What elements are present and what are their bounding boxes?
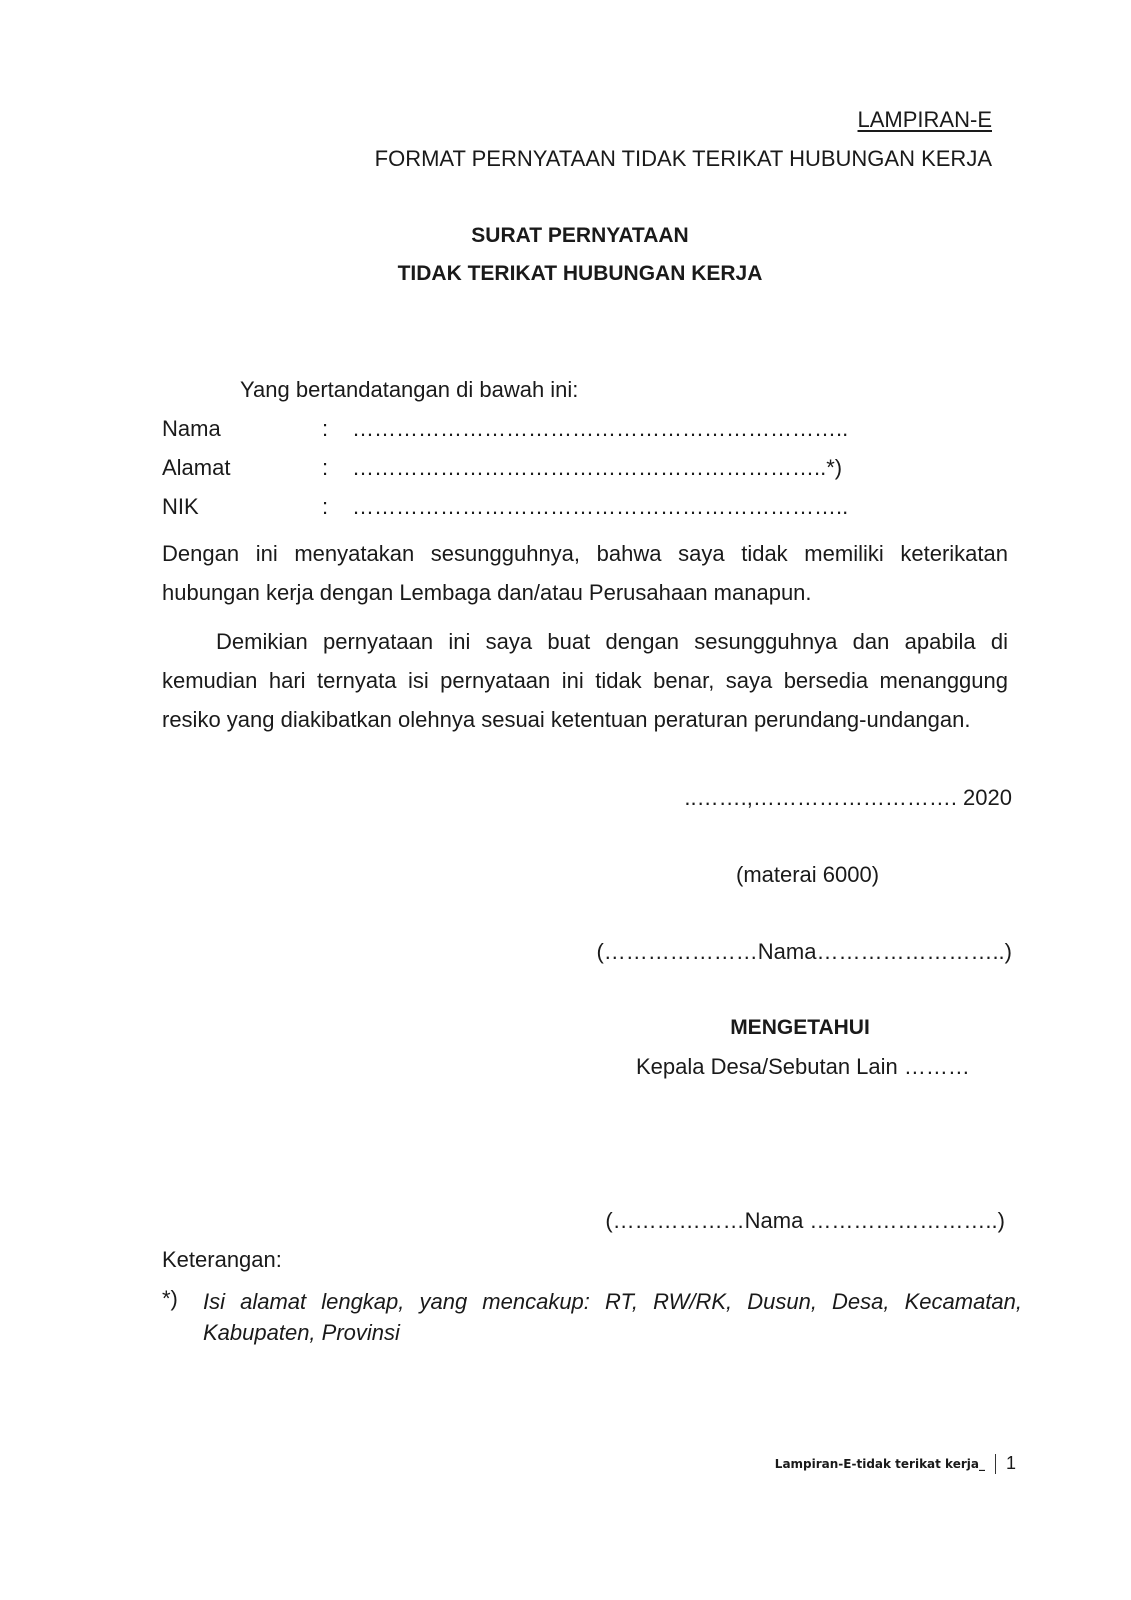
field-row-nik <box>162 494 922 524</box>
statement-paragraph: Dengan ini menyatakan sesungguhnya, bahwa saya tidak memiliki keterikatan hubungan kerja dengan Lembaga dan/atau Perusahaan manapun. <box>162 541 1008 605</box>
format-title: FORMAT PERNYATAAN TIDAK TERIKAT HUBUNGAN KERJA <box>374 146 992 171</box>
field-value-alamat: ………………………………………………………..*) <box>352 455 843 480</box>
page-number: 1 <box>1005 1453 1016 1473</box>
acknowledgement-heading: MENGETAHUI <box>730 1016 870 1039</box>
note-marker: *) <box>162 1286 178 1311</box>
signer-name-line: (…………………Nama……………………..) <box>596 939 1012 964</box>
notes-heading: Keterangan: <box>162 1247 282 1272</box>
field-value-nama: ………………………………………………………….. <box>352 416 849 441</box>
field-colon: : <box>322 416 329 441</box>
field-label-nik: NIK <box>162 494 199 519</box>
closing-paragraph: Demikian pernyataan ini saya buat dengan sesungguhnya dan apabila di kemudian hari ternyata isi pernyataan ini tidak benar, saya bersedia menanggung resiko yang diakibatkan olehnya sesuai ketentuan peraturan perundang-undangan. <box>162 629 1008 732</box>
field-label-nama: Nama <box>162 416 221 441</box>
document-title: SURAT PERNYATAAN <box>471 224 689 247</box>
attachment-label: LAMPIRAN-E <box>857 107 992 132</box>
intro-text: Yang bertandatangan di bawah ini: <box>240 377 579 402</box>
footer-divider <box>995 1454 996 1474</box>
village-head-name-line: (………………Nama ……………………..) <box>605 1208 1005 1233</box>
document-subtitle: TIDAK TERIKAT HUBUNGAN KERJA <box>397 262 763 285</box>
footer-label: Lampiran-E-tidak terikat kerja_ <box>774 1456 985 1471</box>
village-head-title: Kepala Desa/Sebutan Lain ……… <box>636 1054 970 1079</box>
field-value-nik: ………………………………………………………….. <box>352 494 849 519</box>
stamp-duty-placeholder: (materai 6000) <box>736 862 880 887</box>
note-text: Isi alamat lengkap, yang mencakup: RT, RW/RK, Dusun, Desa, Kecamatan, Kabupaten, Provinsi <box>203 1289 1022 1345</box>
field-row-alamat <box>162 455 922 485</box>
field-row-nama <box>162 416 922 446</box>
page-footer <box>775 1453 1016 1474</box>
field-colon: : <box>322 455 329 480</box>
field-colon: : <box>322 494 329 519</box>
date-line: ..…….,………………………. 2020 <box>684 785 1012 810</box>
field-label-alamat: Alamat <box>162 455 231 480</box>
